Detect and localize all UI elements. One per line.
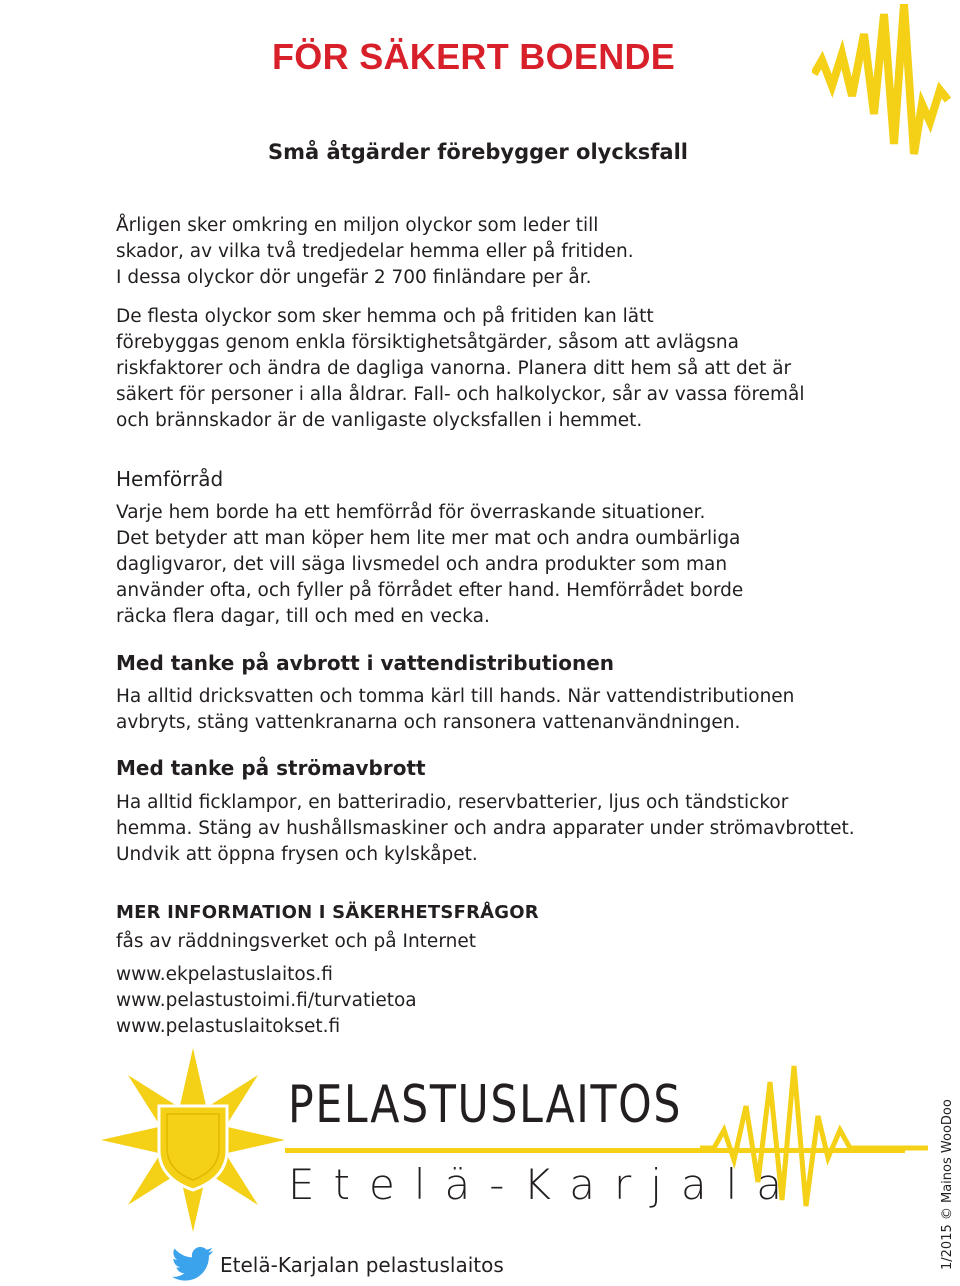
text-line: avbryts, stäng vattenkranarna och ransonera vattenanvändningen. [116, 712, 741, 733]
text-line: Undvik att öppna frysen och kylskåpet. [116, 844, 478, 865]
hemforrad-paragraph [116, 500, 743, 630]
info-heading: MER INFORMATION I SÄKERHETSFRÅGOR [116, 902, 539, 923]
logo-region: Etelä-Karjala [288, 1160, 802, 1209]
text-line: riskfaktorer och ändra de dagliga vanorna. Planera ditt hem så att det är [116, 358, 792, 379]
text-line: De flesta olyckor som sker hemma och på fritiden kan lätt [116, 306, 654, 327]
text-line: säkert för personer i alla åldrar. Fall- och halkolyckor, sår av vassa föremål [116, 384, 805, 405]
text-line: Årligen sker omkring en miljon olyckor som leder till [116, 215, 599, 236]
text-line: förebyggas genom enkla försiktighetsåtgärder, såsom att avlägsna [116, 332, 739, 353]
copyright-note: 1/2015 © Mainos WooDoo [940, 1099, 955, 1270]
text-line: skador, av vilka två tredjedelar hemma eller på fritiden. [116, 241, 634, 262]
twitter-label: Etelä-Karjalan pelastuslaitos [220, 1253, 504, 1277]
text-line: Varje hem borde ha ett hemförråd för överraskande situationer. [116, 502, 706, 523]
rescue-emblem-icon [98, 1045, 288, 1235]
page-title: FÖR SÄKERT BOENDE [272, 36, 676, 77]
text-line: dagligvaror, det vill säga livsmedel och andra produkter som man [116, 554, 728, 575]
section-heading-vatten: Med tanke på avbrott i vattendistributionen [116, 651, 615, 675]
zigzag-graphic-bottom [700, 1060, 930, 1210]
logo-name: PELASTUSLAITOS [288, 1075, 683, 1135]
text-line: hemma. Stäng av hushållsmaskiner och andra apparater under strömavbrottet. [116, 818, 855, 839]
link-ekpelastuslaitos[interactable]: www.ekpelastuslaitos.fi [116, 964, 333, 985]
link-pelastuslaitokset[interactable]: www.pelastuslaitokset.fi [116, 1016, 341, 1037]
text-line: Det betyder att man köper hem lite mer mat och andra oumbärliga [116, 528, 741, 549]
link-pelastustoimi[interactable]: www.pelastustoimi.fi/turvatietoa [116, 990, 417, 1011]
text-line: Ha alltid ficklampor, en batteriradio, reservbatterier, ljus och tändstickor [116, 792, 789, 813]
vatten-paragraph [116, 684, 794, 736]
info-subtext: fås av räddningsverket och på Internet [116, 931, 476, 952]
section-heading-hemforrad: Hemförråd [116, 467, 224, 491]
intro-paragraph-1 [116, 213, 634, 291]
intro-paragraph-2 [116, 304, 805, 434]
zigzag-graphic-top [812, 4, 952, 160]
info-links [116, 962, 417, 1040]
strom-paragraph [116, 790, 855, 868]
section-heading-strom: Med tanke på strömavbrott [116, 756, 426, 780]
text-line: räcka flera dagar, till och med en vecka. [116, 606, 490, 627]
text-line: I dessa olyckor dör ungefär 2 700 finländare per år. [116, 267, 592, 288]
text-line: och brännskador är de vanligaste olycksfallen i hemmet. [116, 410, 643, 431]
twitter-bird-icon[interactable] [172, 1247, 214, 1283]
page-subtitle: Små åtgärder förebygger olycksfall [268, 140, 688, 164]
text-line: använder ofta, och fyller på förrådet efter hand. Hemförrådet borde [116, 580, 744, 601]
text-line: Ha alltid dricksvatten och tomma kärl till hands. När vattendistributionen [116, 686, 795, 707]
